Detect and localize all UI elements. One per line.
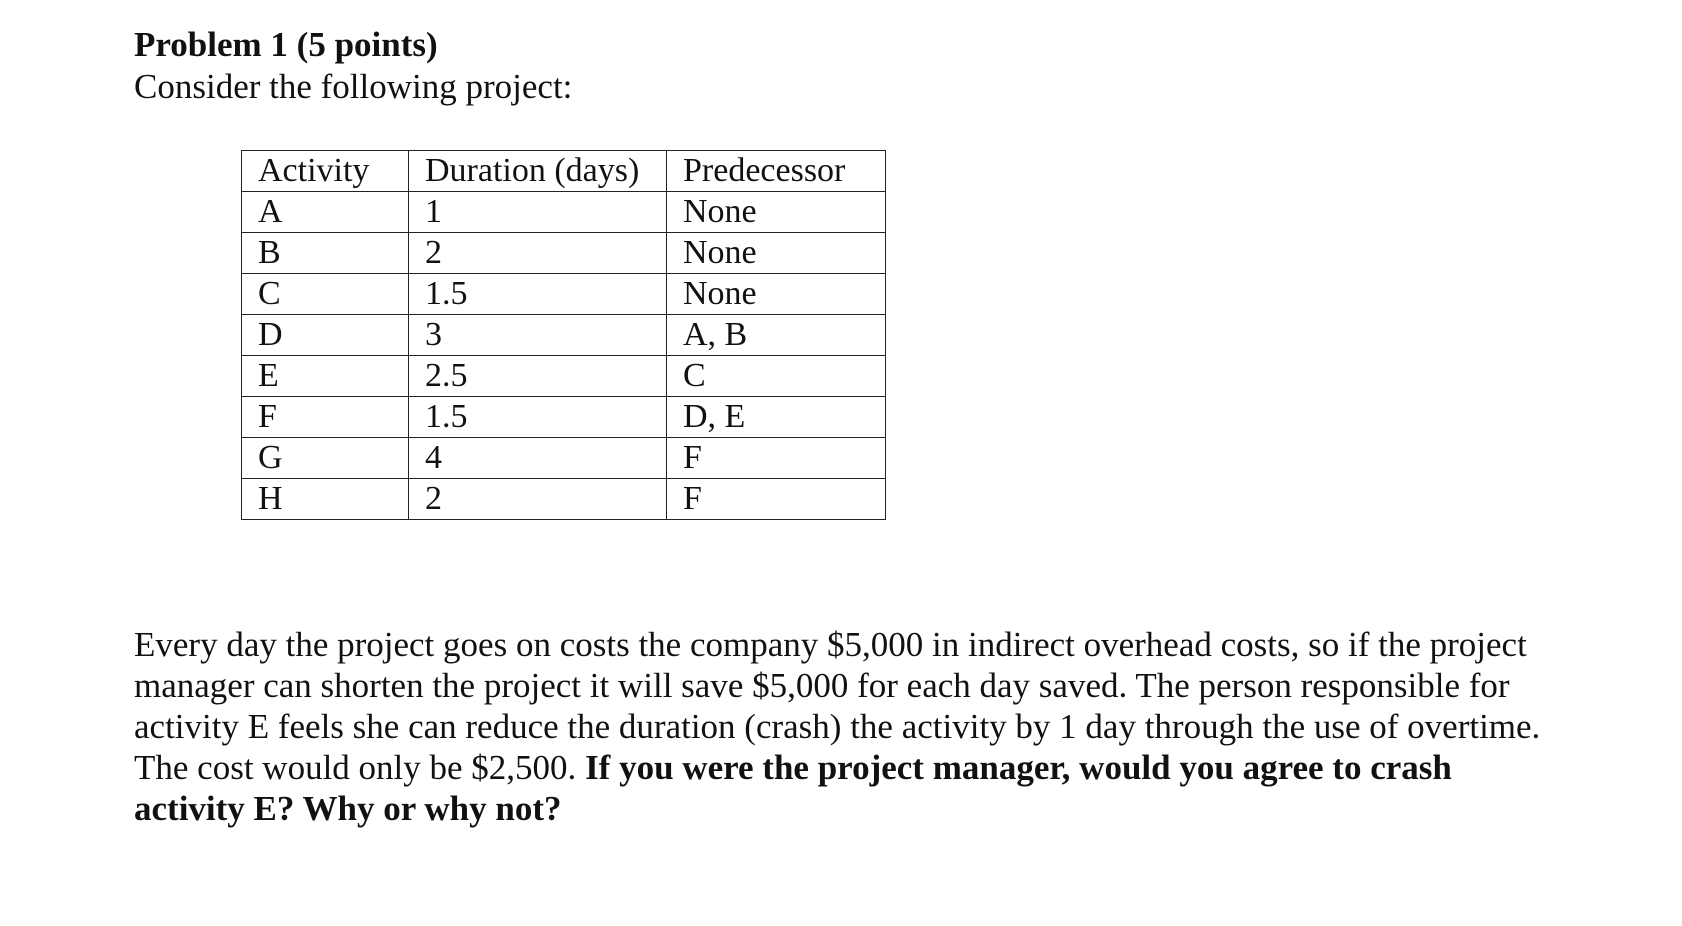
cell-activity: H [242,479,409,520]
cell-activity: E [242,356,409,397]
question-text: If you were the project manager, would you agree to crash activity E? Why or why not? [134,748,1452,828]
cell-predecessor: F [667,438,886,479]
activity-table [241,150,886,520]
problem-description [134,624,1564,829]
cell-duration: 2 [409,233,667,274]
cell-activity: B [242,233,409,274]
table-header-row [242,151,886,192]
problem-intro: Consider the following project: [134,67,573,106]
cell-duration: 2 [409,479,667,520]
cell-predecessor: A, B [667,315,886,356]
cell-predecessor: None [667,233,886,274]
table-row [242,438,886,479]
cell-predecessor: D, E [667,397,886,438]
cell-predecessor: None [667,274,886,315]
cell-activity: C [242,274,409,315]
cell-predecessor: C [667,356,886,397]
cell-duration: 1.5 [409,397,667,438]
table-row [242,315,886,356]
table-row [242,356,886,397]
table-row [242,397,886,438]
cell-duration: 1 [409,192,667,233]
cell-duration: 1.5 [409,274,667,315]
cell-activity: D [242,315,409,356]
cell-predecessor: None [667,192,886,233]
problem-title: Problem 1 (5 points) [134,25,438,64]
table-row [242,233,886,274]
table-row [242,274,886,315]
header-duration: Duration (days) [409,151,667,192]
table-row [242,192,886,233]
cell-duration: 3 [409,315,667,356]
cell-activity: A [242,192,409,233]
table-row [242,479,886,520]
cell-duration: 4 [409,438,667,479]
header-predecessor: Predecessor [667,151,886,192]
cell-duration: 2.5 [409,356,667,397]
cell-activity: F [242,397,409,438]
cell-activity: G [242,438,409,479]
description-text: Every day the project goes on costs the company $5,000 in indirect overhead costs, so if the project manager can shorten the project it will save $5,000 for each day saved. The person responsible for activity E feels she can reduce the duration (crash) the activity by 1 day through the use of overtime. The cost would only be $2,500. [134,625,1541,787]
cell-predecessor: F [667,479,886,520]
header-activity: Activity [242,151,409,192]
